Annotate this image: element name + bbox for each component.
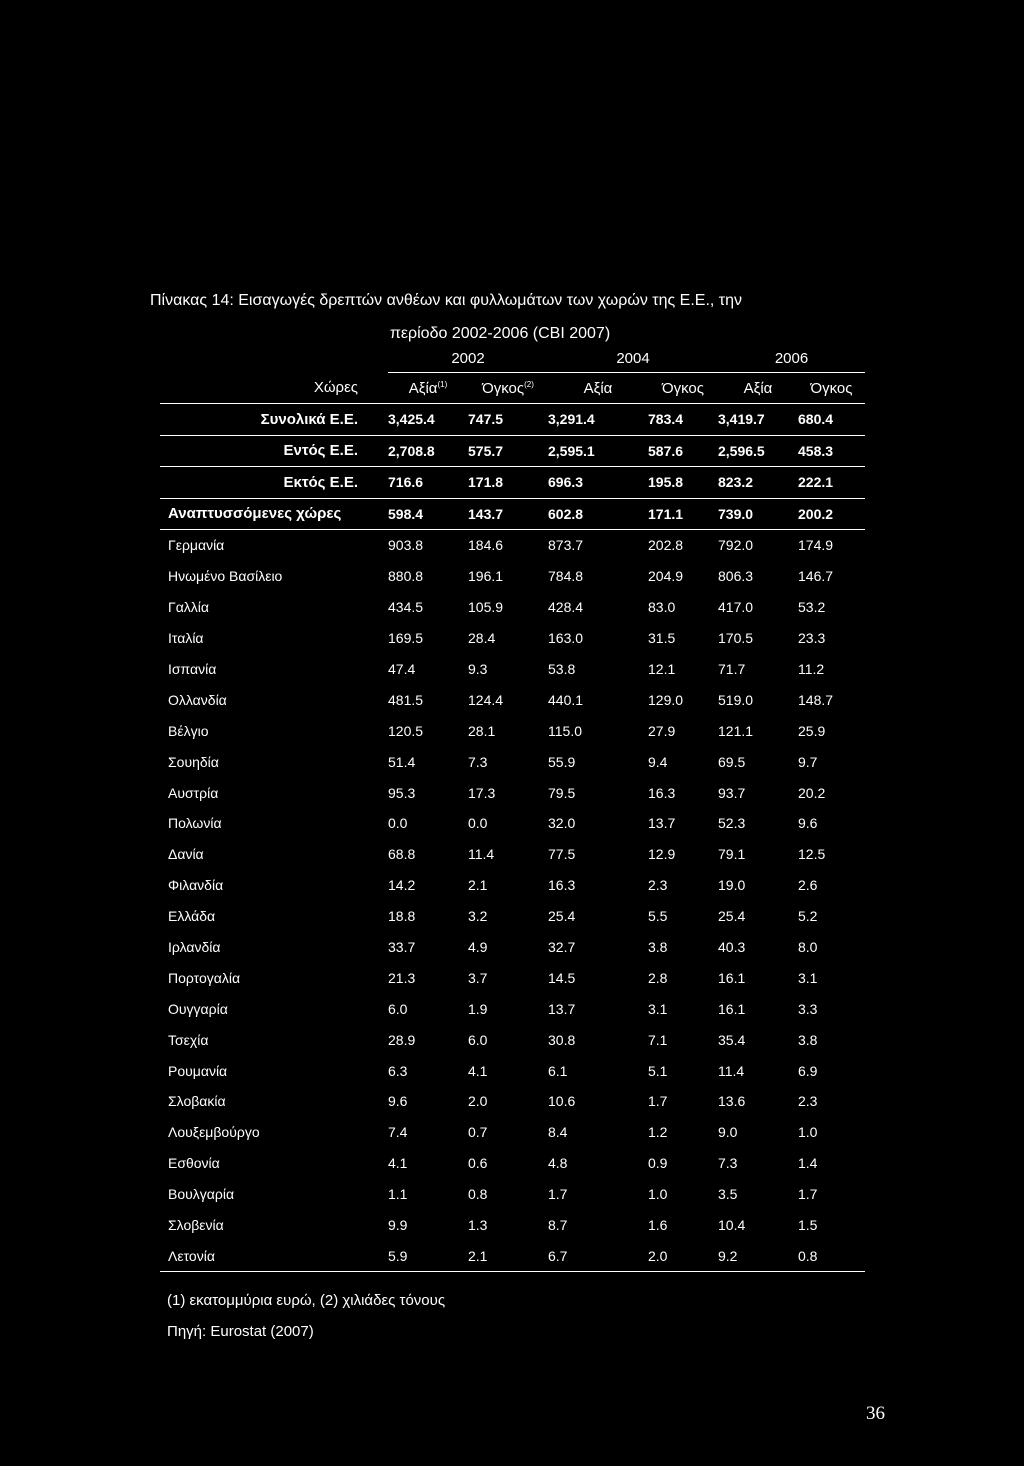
- table-cell: 77.5: [548, 846, 576, 863]
- table-cell: 52.3: [718, 815, 746, 832]
- table-cell: 9.4: [648, 753, 668, 770]
- table-cell: 792.0: [718, 537, 754, 554]
- table-cell: 28.1: [468, 722, 496, 739]
- table-cell: 0.8: [798, 1240, 865, 1271]
- table-cell: 95.3: [388, 784, 416, 801]
- year-2006-header: 2006: [718, 344, 865, 373]
- table-cell: 0.0: [388, 815, 408, 832]
- table-cell: 51.4: [388, 753, 416, 770]
- table-row: [160, 962, 865, 993]
- column-header-row: [160, 373, 865, 404]
- caption-line-1: Πίνακας 14: Εισαγωγές δρεπτών ανθέων και φυλλωμάτων των χωρών της Ε.Ε., την: [150, 292, 742, 309]
- table-cell: 13.7: [648, 815, 676, 832]
- table-cell: 120.5: [388, 722, 424, 739]
- table-cell: 33.7: [388, 939, 416, 956]
- table-cell: 575.7: [468, 435, 548, 467]
- table-cell: 1.2: [648, 1124, 668, 1141]
- table-cell: 35.4: [718, 1031, 746, 1048]
- table-cell: 783.4: [648, 404, 718, 436]
- table-cell: 1.6: [648, 1217, 668, 1234]
- table-cell: 3,419.7: [718, 404, 798, 436]
- table-cell: 9.3: [468, 661, 488, 677]
- table-cell: 3.8: [798, 1031, 818, 1048]
- table-cell: 903.8: [388, 537, 424, 554]
- row-label: Βουλγαρία: [168, 1186, 235, 1203]
- table-cell: 11.4: [468, 846, 495, 863]
- table-cell: 747.5: [468, 404, 548, 436]
- table-cell: 1.4: [798, 1155, 818, 1172]
- table-cell: 11.2: [798, 661, 825, 677]
- table-cell: 6.1: [548, 1062, 568, 1079]
- year-2002-header: 2002: [388, 344, 548, 373]
- table-cell: 6.0: [388, 1000, 408, 1017]
- table-cell: 124.4: [468, 691, 504, 708]
- table-row: [160, 1086, 865, 1117]
- row-label: Γαλλία: [168, 599, 210, 616]
- table-cell: 28.9: [388, 1031, 416, 1048]
- table-body: [160, 404, 865, 1272]
- volume-2004-header: Όγκος: [648, 373, 718, 404]
- aggregate-row: [160, 435, 865, 467]
- table-cell: 28.4: [468, 630, 496, 647]
- table-cell: 9.0: [718, 1124, 738, 1141]
- table-cell: 873.7: [548, 537, 584, 554]
- table-cell: 3,291.4: [548, 404, 648, 436]
- row-label: Αναπτυσσόμενες χώρες: [160, 498, 388, 530]
- table-cell: 1.0: [798, 1124, 818, 1141]
- table-cell: 17.3: [468, 784, 496, 801]
- table-row: [160, 901, 865, 932]
- table-cell: 25.9: [798, 722, 826, 739]
- table-cell: 10.6: [548, 1093, 576, 1110]
- table-cell: 1.0: [648, 1186, 668, 1203]
- table-cell: 32.7: [548, 939, 576, 956]
- imports-table: [160, 344, 865, 1272]
- table-cell: 587.6: [648, 435, 718, 467]
- table-row: [160, 808, 865, 839]
- table-cell: 129.0: [648, 691, 684, 708]
- table-cell: 598.4: [388, 498, 468, 530]
- table-cell: 16.3: [548, 877, 576, 894]
- row-label: Πολωνία: [168, 815, 222, 832]
- row-label: Σλοβακία: [168, 1093, 226, 1110]
- table-cell: 2.0: [468, 1093, 488, 1110]
- table-cell: 417.0: [718, 599, 754, 616]
- table-cell: 16.3: [648, 784, 676, 801]
- table-cell: 71.7: [718, 661, 746, 677]
- table-cell: 806.3: [718, 568, 754, 585]
- year-2004-header: 2004: [548, 344, 718, 373]
- table-cell: 23.3: [798, 630, 826, 647]
- table-cell: 1.7: [648, 1093, 668, 1110]
- table-row: [160, 592, 865, 623]
- row-label: Ιρλανδία: [168, 939, 221, 956]
- footnote-2-marker: (2): [524, 379, 534, 389]
- table-cell: 105.9: [468, 599, 504, 616]
- table-cell: 16.1: [718, 1000, 746, 1017]
- row-label: Ισπανία: [168, 661, 217, 677]
- row-label: Συνολικά Ε.Ε.: [160, 404, 388, 436]
- table-cell: 143.7: [468, 498, 548, 530]
- row-label: Λετονία: [160, 1240, 388, 1271]
- table-cell: 3.1: [798, 969, 818, 986]
- table-cell: 2.8: [648, 969, 668, 986]
- table-cell: 2.3: [798, 1093, 818, 1110]
- table-cell: 602.8: [548, 498, 648, 530]
- table-cell: 5.9: [388, 1240, 468, 1271]
- table-cell: 8.4: [548, 1124, 568, 1141]
- footnote-1-marker: (1): [437, 379, 448, 389]
- table-cell: 2.3: [648, 877, 668, 894]
- table-row: [160, 932, 865, 963]
- aggregate-row: [160, 467, 865, 499]
- table-cell: 40.3: [718, 939, 746, 956]
- row-label: Σουηδία: [168, 753, 219, 770]
- table-cell: 171.8: [468, 467, 548, 499]
- table-row: [160, 715, 865, 746]
- row-label: Αυστρία: [168, 784, 219, 801]
- row-label: Λουξεμβούργο: [168, 1124, 260, 1141]
- table-cell: 3.5: [718, 1186, 738, 1203]
- table-cell: 434.5: [388, 599, 424, 616]
- table-cell: 12.5: [798, 846, 826, 863]
- source-note: Πηγή: Eurostat (2007): [167, 1323, 314, 1340]
- table-cell: 0.7: [468, 1124, 488, 1141]
- table-cell: 9.7: [798, 753, 818, 770]
- volume-2002-header: Όγκος$^{(2)}$: [468, 373, 548, 404]
- table-cell: 115.0: [548, 722, 582, 739]
- table-cell: 6.3: [388, 1062, 408, 1079]
- table-cell: 32.0: [548, 815, 576, 832]
- volume-2006-header: Όγκος: [798, 373, 865, 404]
- table-cell: 83.0: [648, 599, 676, 616]
- table-cell: 0.9: [648, 1155, 668, 1172]
- aggregate-row: [160, 404, 865, 436]
- table-cell: 9.6: [388, 1093, 408, 1110]
- table-cell: 880.8: [388, 568, 424, 585]
- table-cell: 2,708.8: [388, 435, 468, 467]
- table-cell: 3,425.4: [388, 404, 468, 436]
- table-cell: 2.0: [648, 1240, 718, 1271]
- table-cell: 18.8: [388, 908, 416, 925]
- row-label: Γερμανία: [168, 537, 225, 554]
- table-cell: 823.2: [718, 467, 798, 499]
- table-row: [160, 1210, 865, 1241]
- table-cell: 2,595.1: [548, 435, 648, 467]
- table-cell: 8.7: [548, 1217, 568, 1234]
- table-row: [160, 1240, 865, 1271]
- table-row: [160, 1055, 865, 1086]
- table-cell: 55.9: [548, 753, 576, 770]
- table-cell: 7.3: [718, 1155, 738, 1172]
- row-label: Εσθονία: [168, 1155, 220, 1172]
- table-cell: 4.1: [468, 1062, 488, 1079]
- table-cell: 481.5: [388, 691, 424, 708]
- table-row: [160, 623, 865, 654]
- table-row: [160, 654, 865, 685]
- table-cell: 25.4: [718, 908, 746, 925]
- table-cell: 6.7: [548, 1240, 648, 1271]
- table-cell: 7.1: [648, 1031, 668, 1048]
- row-label: Ελλάδα: [168, 908, 216, 925]
- table-row: [160, 530, 865, 561]
- table-cell: 53.8: [548, 661, 576, 677]
- row-label: Φιλανδία: [168, 877, 224, 894]
- table-cell: 3.2: [468, 908, 488, 925]
- table-cell: 1.9: [468, 1000, 488, 1017]
- table-cell: 31.5: [648, 630, 676, 647]
- table-cell: 68.8: [388, 846, 416, 863]
- table-cell: 784.8: [548, 568, 584, 585]
- table-cell: 2,596.5: [718, 435, 798, 467]
- row-label: Ρουμανία: [168, 1062, 228, 1079]
- table-cell: 13.7: [548, 1000, 576, 1017]
- table-cell: 69.5: [718, 753, 746, 770]
- table-cell: 6.9: [798, 1062, 818, 1079]
- table-cell: 4.8: [548, 1155, 568, 1172]
- table-row: [160, 777, 865, 808]
- table-cell: 222.1: [798, 467, 865, 499]
- caption-line-2: περίοδο 2002-2006 (CBI 2007): [389, 325, 611, 342]
- table-cell: 13.6: [718, 1093, 746, 1110]
- table-cell: 163.0: [548, 630, 584, 647]
- table-row: [160, 684, 865, 715]
- table-cell: 1.3: [468, 1217, 488, 1234]
- table-cell: 458.3: [798, 435, 865, 467]
- table-row: [160, 1024, 865, 1055]
- row-label: Εντός Ε.Ε.: [160, 435, 388, 467]
- value-2006-header: Αξία: [718, 373, 798, 404]
- table-cell: 27.9: [648, 722, 676, 739]
- table-cell: 14.2: [388, 877, 416, 894]
- table-cell: 195.8: [648, 467, 718, 499]
- page-number: 36: [866, 1403, 885, 1424]
- table-cell: 5.2: [798, 908, 818, 925]
- table-cell: 174.9: [798, 537, 834, 554]
- value-2004-header: Αξία: [548, 373, 648, 404]
- table-cell: 3.8: [648, 939, 668, 956]
- table-cell: 8.0: [798, 939, 818, 956]
- table-cell: 3.7: [468, 969, 488, 986]
- table-row: [160, 870, 865, 901]
- table-row: [160, 993, 865, 1024]
- table-cell: 11.4: [718, 1062, 745, 1079]
- table-cell: 7.3: [468, 753, 488, 770]
- row-label: Ολλανδία: [168, 691, 227, 708]
- table-cell: 5.5: [648, 908, 668, 925]
- table-cell: 12.9: [648, 846, 676, 863]
- table-cell: 0.8: [468, 1186, 488, 1203]
- table-cell: 1.1: [388, 1186, 408, 1203]
- table-cell: 1.5: [798, 1217, 818, 1234]
- table-cell: 170.5: [718, 630, 754, 647]
- table-cell: 3.3: [798, 1000, 818, 1017]
- value-2002-header: Αξία$^{(1)}$: [388, 373, 468, 404]
- row-label: Σλοβενία: [168, 1217, 224, 1234]
- table-cell: 16.1: [718, 969, 746, 986]
- table-cell: 2.1: [468, 877, 488, 894]
- table-cell: 2.1: [468, 1240, 548, 1271]
- table-cell: 21.3: [388, 969, 416, 986]
- table-cell: 519.0: [718, 691, 754, 708]
- row-label: Ιταλία: [168, 630, 204, 647]
- table-cell: 196.1: [468, 568, 504, 585]
- table-cell: 1.7: [548, 1186, 568, 1203]
- table-cell: 30.8: [548, 1031, 576, 1048]
- row-label: Βέλγιο: [168, 722, 209, 739]
- table-cell: 4.1: [388, 1155, 408, 1172]
- table-cell: 696.3: [548, 467, 648, 499]
- table-row: [160, 839, 865, 870]
- table-cell: 4.9: [468, 939, 488, 956]
- table-cell: 2.6: [798, 877, 818, 894]
- table-row: [160, 561, 865, 592]
- table-cell: 202.8: [648, 537, 684, 554]
- table-cell: 146.7: [798, 568, 834, 585]
- row-label: Ηνωμένο Βασίλειο: [168, 568, 283, 585]
- table-cell: 47.4: [388, 661, 416, 677]
- country-column-header: Χώρες: [160, 373, 388, 404]
- table-cell: 169.5: [388, 630, 424, 647]
- table-cell: 0.0: [468, 815, 488, 832]
- row-label: Πορτογαλία: [168, 969, 241, 986]
- table-cell: 148.7: [798, 691, 834, 708]
- table-cell: 428.4: [548, 599, 584, 616]
- table-cell: 716.6: [388, 467, 468, 499]
- table-cell: 79.1: [718, 846, 746, 863]
- table-cell: 19.0: [718, 877, 746, 894]
- aggregate-row: [160, 498, 865, 530]
- table-cell: 6.0: [468, 1031, 488, 1048]
- table-cell: 5.1: [648, 1062, 668, 1079]
- table-cell: 121.1: [718, 722, 754, 739]
- table-row: [160, 1117, 865, 1148]
- table-cell: 739.0: [718, 498, 798, 530]
- footnote: (1) εκατομμύρια ευρώ, (2) χιλιάδες τόνους: [167, 1292, 446, 1309]
- table-cell: 9.6: [798, 815, 818, 832]
- table-cell: 0.6: [468, 1155, 488, 1172]
- row-label: Ουγγαρία: [168, 1000, 228, 1017]
- table-cell: 25.4: [548, 908, 576, 925]
- table-cell: 680.4: [798, 404, 865, 436]
- table-cell: 7.4: [388, 1124, 408, 1141]
- table-cell: 1.7: [798, 1186, 818, 1203]
- table-cell: 14.5: [548, 969, 576, 986]
- table-cell: 20.2: [798, 784, 826, 801]
- table-row: [160, 1179, 865, 1210]
- table-row: [160, 1148, 865, 1179]
- row-label: Εκτός Ε.Ε.: [160, 467, 388, 499]
- table-cell: 440.1: [548, 691, 584, 708]
- table-cell: 184.6: [468, 537, 504, 554]
- table-cell: 204.9: [648, 568, 684, 585]
- row-label: Δανία: [168, 846, 204, 863]
- table-caption: [150, 284, 850, 350]
- table-cell: 79.5: [548, 784, 576, 801]
- table-cell: 3.1: [648, 1000, 668, 1017]
- table-cell: 93.7: [718, 784, 746, 801]
- table-cell: 171.1: [648, 498, 718, 530]
- row-label: Τσεχία: [168, 1031, 209, 1048]
- table-cell: 200.2: [798, 498, 865, 530]
- table-cell: 53.2: [798, 599, 826, 616]
- table-cell: 9.2: [718, 1240, 798, 1271]
- table-cell: 10.4: [718, 1217, 746, 1234]
- year-header-row: [160, 344, 865, 373]
- table-cell: 9.9: [388, 1217, 408, 1234]
- table-row: [160, 746, 865, 777]
- table-cell: 12.1: [648, 661, 676, 677]
